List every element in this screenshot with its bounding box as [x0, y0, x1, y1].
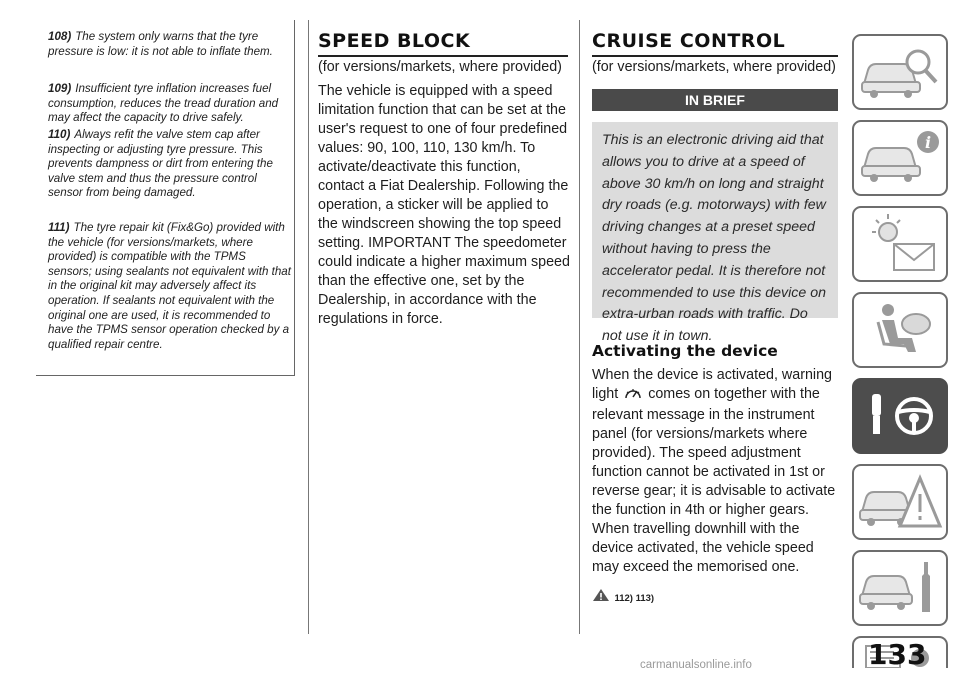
tab-cruise-control-active[interactable]	[852, 378, 948, 454]
tab-knowing-instrument-panel[interactable]	[852, 120, 948, 196]
activating-body: When the device is activated, warning light comes on together with the relevant message in the instrument panel (for versions/markets where provided). The speed adjustment function cannot be activated in 1st or reverse gear; it is advisable to activate the function in 4th or higher gears. When travelling downhill with the device activated, the vehicle speed may exceed the memorised one.	[592, 367, 836, 575]
in-brief-bar: IN BRIEF	[592, 89, 838, 111]
column-divider-right	[579, 20, 580, 634]
page-number: 133	[868, 638, 927, 671]
warning-refs: 112) 113)	[592, 588, 654, 607]
airbag-seat-icon	[854, 294, 946, 366]
warning-lights-icon	[854, 208, 946, 280]
in-brief-text: This is an electronic driving aid that allows you to drive at a speed of above 30 km/h on long and straight dry roads (e.g. motorways) with few driving changes at a preset speed without having to press the accelerator pedal. It is therefore not recommended to use this device on extra-urban roads with traffic. Do not use it in town.	[602, 132, 826, 345]
speed-block-body: The vehicle is equipped with a speed limitation function that can be set at the user's request to one of four predefined values: 90, 100, 110, 130 km/h. To activate/deactivate this function, contact a Fiat Dealership. Following the operation, a sticker will be applied to the windscreen showing the top speed setting. IMPORTANT The speedometer could indicate a higher maximum speed than the effective one, set by the Dealership, in accordance with the regulations in force.	[318, 83, 570, 327]
column-divider-left	[308, 20, 309, 634]
activating-heading: Activating the device	[592, 342, 778, 360]
car-wrench-icon	[854, 552, 946, 624]
tab-safety[interactable]	[852, 206, 948, 282]
watermark: carmanualsonline.info	[640, 659, 752, 671]
car-warning-triangle-icon	[854, 466, 946, 538]
cruise-control-heading: CRUISE CONTROL	[592, 30, 838, 57]
note-110: 110) Always refit the valve stem cap after inspecting or adjusting tyre pressure. This prevents dampness or dirt from entering the valve stem and thus the pressure control sensor from being damaged.	[48, 128, 273, 200]
speed-block-heading: SPEED BLOCK	[318, 30, 568, 57]
speed-block-subtitle: (for versions/markets, where provided)	[318, 59, 562, 75]
tab-servicing-maintenance[interactable]	[852, 550, 948, 626]
cruise-control-warning-light-icon	[624, 386, 642, 406]
tab-knowing-your-car[interactable]	[852, 34, 948, 110]
car-search-icon	[854, 36, 946, 108]
note-111: 111) The tyre repair kit (Fix&Go) provided with the vehicle (for versions/markets, where provided) is compatible with the TPMS sensors; using sealants not equivalent with that in the original kit may adversely affect its operation. If sealants not equivalent with the original one are used, it is recommended to have the TPMS sensor operation checked by a qualified repair centre.	[48, 221, 291, 351]
note-108: 108) The system only warns that the tyre pressure is low: it is not able to inflate them.	[48, 30, 273, 58]
cruise-control-subtitle: (for versions/markets, where provided)	[592, 59, 836, 75]
note-109: 109) Insufficient tyre inflation increases fuel consumption, reduces the tread duration and may affect the capacity to drive safely.	[48, 82, 279, 125]
car-info-icon	[854, 122, 946, 194]
in-brief-box	[592, 122, 838, 345]
tab-emergency[interactable]	[852, 464, 948, 540]
warning-triangle-icon	[592, 588, 610, 607]
tab-starting-driving[interactable]	[852, 292, 948, 368]
svg-text:i: i	[924, 133, 932, 152]
steering-wheel-key-icon	[854, 380, 946, 452]
